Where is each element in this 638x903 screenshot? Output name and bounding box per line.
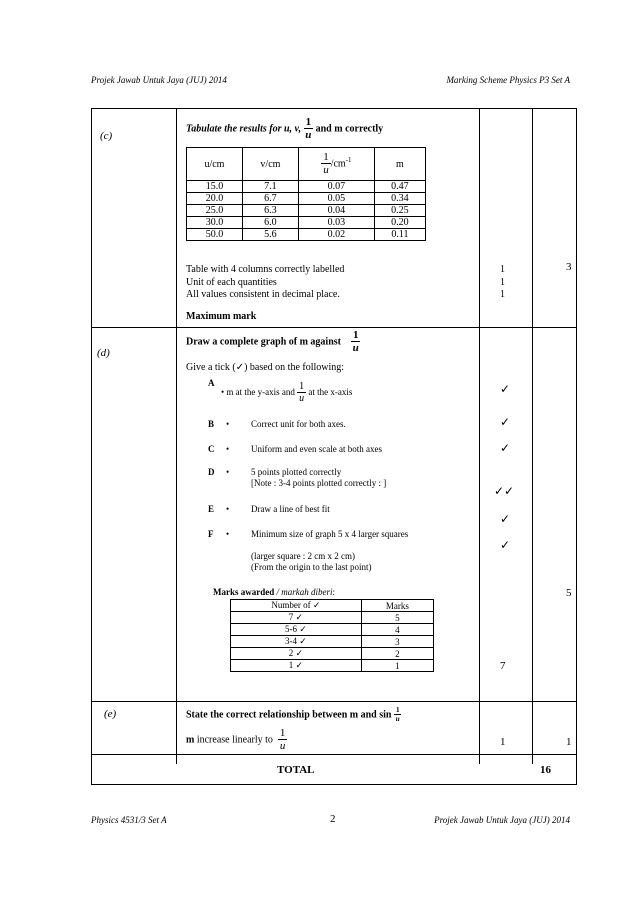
- mark: 1: [500, 264, 505, 275]
- table-cell: 6.3: [242, 205, 298, 217]
- col-header: u/cm: [187, 148, 243, 181]
- col-header: Marks: [361, 600, 433, 612]
- col-header: $\frac{1}{u}$ $/cm^{-1}$: [298, 148, 374, 181]
- table-cell: 7 ✓: [231, 612, 362, 624]
- table-cell: 0.05: [298, 193, 374, 205]
- criterion-d: D • 5 points plotted correctly [Note : 3-4 points plotted correctly : ]: [208, 467, 387, 488]
- mark: 1: [500, 289, 505, 300]
- page-number: 2: [330, 813, 336, 825]
- col-header: m: [374, 148, 425, 181]
- table-cell: 15.0: [187, 181, 243, 193]
- e-mark: 1: [500, 736, 506, 748]
- table-cell: 5-6 ✓: [231, 624, 362, 636]
- tick-icon: ✓: [500, 512, 511, 526]
- table-row: [231, 660, 434, 672]
- table-cell: 20.0: [187, 193, 243, 205]
- table-row: [231, 624, 434, 636]
- table-cell: 4: [361, 624, 433, 636]
- table-row: [231, 636, 434, 648]
- table-cell: 2 ✓: [231, 648, 362, 660]
- section-label-e: (e): [104, 708, 117, 720]
- footer-right: Projek Jawab Untuk Jaya (JUJ) 2014: [434, 815, 570, 825]
- results-table: [186, 147, 426, 241]
- tick-icon: ✓: [500, 538, 511, 552]
- table-cell: 2: [361, 648, 433, 660]
- marks-table: [230, 599, 434, 672]
- total-label: TOTAL: [277, 764, 315, 776]
- grand-total: 16: [540, 764, 551, 776]
- d-subtotal: 7: [500, 660, 506, 672]
- marks-awarded-label: Marks awarded / markah diberi:: [213, 587, 336, 597]
- c-title: Tabulate the results for u, v, $\frac{1}{u}$ and m correctly: [186, 116, 384, 141]
- tick-icon: ✓: [500, 382, 511, 396]
- table-cell: 30.0: [187, 217, 243, 229]
- table-cell: 3-4 ✓: [231, 636, 362, 648]
- e-answer: m increase linearly to $\frac{1}{u}$: [186, 727, 286, 752]
- table-row: [187, 193, 426, 205]
- table-cell: 0.34: [374, 193, 425, 205]
- table-cell: 0.03: [298, 217, 374, 229]
- criterion-a: A • m at the y-axis and $\frac{1}{u}$ at the x-axis: [208, 378, 353, 404]
- row-divider: [92, 754, 576, 755]
- table-cell: 0.07: [298, 181, 374, 193]
- criterion: Table with 4 columns correctly labelled: [186, 264, 345, 275]
- col-divider: [176, 109, 177, 764]
- e-total: 1: [566, 736, 572, 748]
- c-criteria: [186, 264, 344, 302]
- col-divider: [532, 109, 533, 764]
- c-criteria-marks: [500, 264, 505, 302]
- table-cell: 0.47: [374, 181, 425, 193]
- table-row: [231, 648, 434, 660]
- tick-icon: ✓✓: [494, 484, 515, 498]
- table-cell: 5.6: [242, 229, 298, 241]
- table-cell: 6.0: [242, 217, 298, 229]
- table-cell: 5: [361, 612, 433, 624]
- header-left: Projek Jawab Untuk Jaya (JUJ) 2014: [91, 75, 227, 85]
- table-cell: 50.0: [187, 229, 243, 241]
- tick-icon: ✓: [500, 415, 511, 429]
- criterion: Unit of each quantities: [186, 276, 277, 288]
- footer-left: Physics 4531/3 Set A: [91, 815, 167, 825]
- table-row: [187, 217, 426, 229]
- table-row: [187, 229, 426, 241]
- table-cell: 3: [361, 636, 433, 648]
- fraction: $\frac{1}{u}$: [305, 116, 312, 141]
- criterion: All values consistent in decimal place.: [186, 289, 340, 300]
- table-cell: 0.20: [374, 217, 425, 229]
- section-label-c: (c): [100, 130, 113, 142]
- max-mark-label: Maximum mark: [186, 311, 257, 322]
- table-cell: 25.0: [187, 205, 243, 217]
- table-cell: 7.1: [242, 181, 298, 193]
- table-cell: 1: [361, 660, 433, 672]
- table-cell: 0.02: [298, 229, 374, 241]
- col-divider: [479, 109, 480, 764]
- col-header: Number of ✓: [231, 600, 362, 612]
- table-cell: 0.04: [298, 205, 374, 217]
- header-right: Marking Scheme Physics P3 Set A: [446, 75, 570, 85]
- table-row: [231, 612, 434, 624]
- c-total: 3: [566, 261, 572, 273]
- col-header: v/cm: [242, 148, 298, 181]
- table-cell: 0.11: [374, 229, 425, 241]
- table-row: [187, 205, 426, 217]
- e-title: State the correct relationship between m and sin $\frac{1}{u}$: [186, 706, 400, 723]
- row-divider: [92, 327, 576, 328]
- mark: 1: [500, 276, 505, 288]
- tick-icon: ✓: [500, 441, 511, 455]
- table-cell: 1 ✓: [231, 660, 362, 672]
- table-cell: 6.7: [242, 193, 298, 205]
- section-label-d: (d): [97, 347, 110, 359]
- d-title: Draw a complete graph of m against $\frac{1}{u}$: [186, 329, 359, 354]
- table-row: [187, 181, 426, 193]
- d-tick-intro: Give a tick (✓) based on the following:: [186, 362, 345, 373]
- table-cell: 0.25: [374, 205, 425, 217]
- d-total: 5: [566, 587, 572, 599]
- row-divider: [92, 701, 576, 702]
- criterion-f: F • Minimum size of graph 5 x 4 larger squares (larger square : 2 cm x 2 cm) (From the origin to the last point): [208, 529, 409, 572]
